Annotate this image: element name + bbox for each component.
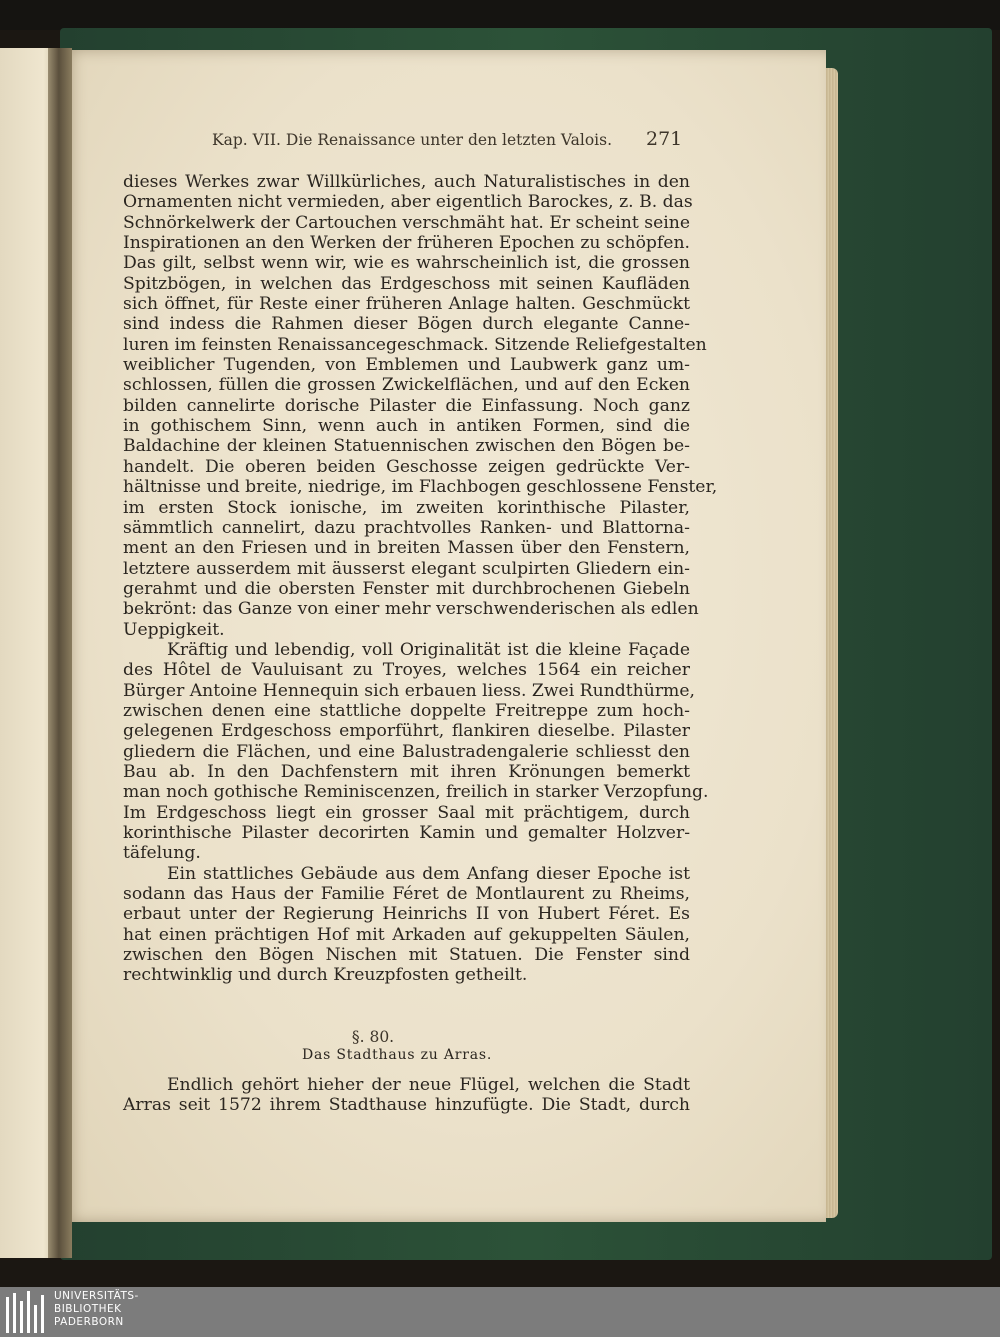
- text-line: korinthische Pilaster decorirten Kamin und gemalter Holzver-: [123, 823, 690, 843]
- body-text-continued: [123, 1075, 690, 1116]
- running-head: Kap. VII. Die Renaissance unter den letzten Valois.: [212, 131, 612, 149]
- library-name-line: BIBLIOTHEK: [54, 1303, 122, 1315]
- library-name-line: PADERBORN: [54, 1316, 124, 1328]
- text-line: sodann das Haus der Familie Féret de Montlaurent zu Rheims,: [123, 884, 690, 905]
- text-line: luren im feinsten Renaissancegeschmack. Sitzende Reliefgestalten: [123, 334, 707, 355]
- body-text: [123, 172, 718, 986]
- section-title: Das Stadthaus zu Arras.: [302, 1047, 493, 1063]
- text-line: zwischen denen eine stattliche doppelte Freitreppe zum hoch-: [123, 700, 690, 721]
- text-line: handelt. Die oberen beiden Geschosse zeigen gedrückte Ver-: [123, 456, 690, 477]
- library-logo-icon: [4, 1289, 48, 1335]
- text-line: gerahmt und die obersten Fenster mit durchbrochenen Giebeln: [123, 578, 690, 599]
- text-line: man noch gothische Reminiscenzen, freilich in starker Verzopfung.: [123, 782, 709, 803]
- text-line: in gothischem Sinn, wenn auch in antiken Formen, sind die: [123, 416, 690, 437]
- text-line: Kräftig und lebendig, voll Originalität ist die kleine Façade: [167, 639, 690, 660]
- text-line: Arras seit 1572 ihrem Stadthause hinzufügte. Die Stadt, durch: [123, 1095, 690, 1116]
- text-line: Ueppigkeit.: [123, 619, 225, 640]
- text-line: Im Erdgeschoss liegt ein grosser Saal mit prächtigem, durch: [123, 802, 690, 823]
- text-line: bilden cannelirte dorische Pilaster die Einfassung. Noch ganz: [123, 395, 690, 416]
- page-number: 271: [646, 128, 683, 150]
- text-line: Baldachine der kleinen Statuennischen zwischen den Bögen be-: [123, 436, 690, 457]
- background-top: [0, 0, 1000, 30]
- text-line: hat einen prächtigen Hof mit Arkaden auf gekuppelten Säulen,: [123, 924, 690, 945]
- text-line: Inspirationen an den Werken der früheren Epochen zu schöpfen.: [123, 233, 690, 254]
- text-line: Ornamenten nicht vermieden, aber eigentlich Barockes, z. B. das: [123, 192, 693, 213]
- book-gutter: [48, 48, 72, 1258]
- text-line: rechtwinklig und durch Kreuzpfosten getheilt.: [123, 965, 528, 986]
- text-line: Schnörkelwerk der Cartouchen verschmäht hat. Er scheint seine: [123, 212, 690, 233]
- text-line: sich öffnet, für Reste einer früheren Anlage halten. Geschmückt: [123, 294, 690, 315]
- text-line: erbaut unter der Regierung Heinrichs II von Hubert Féret. Es: [123, 904, 690, 925]
- text-line: Bau ab. In den Dachfenstern mit ihren Krönungen bemerkt: [123, 761, 690, 782]
- text-line: schlossen, füllen die grossen Zwickelflächen, und auf den Ecken: [123, 375, 690, 396]
- text-line: sämmtlich cannelirt, dazu prachtvolles Ranken- und Blattorna-: [123, 517, 690, 538]
- text-line: dieses Werkes zwar Willkürliches, auch Naturalistisches in den: [123, 172, 690, 192]
- text-line: weiblicher Tugenden, von Emblemen und Laubwerk ganz um-: [123, 355, 690, 376]
- text-line: im ersten Stock ionische, im zweiten korinthische Pilaster,: [123, 497, 690, 518]
- text-line: Das gilt, selbst wenn wir, wie es wahrscheinlich ist, die grossen: [123, 253, 690, 274]
- text-line: bekrönt: das Ganze von einer mehr verschwenderischen als edlen: [123, 599, 699, 620]
- text-line: ment an den Friesen und in breiten Massen über den Fenstern,: [123, 538, 690, 559]
- text-line: Endlich gehört hieher der neue Flügel, welchen die Stadt: [167, 1075, 690, 1095]
- text-line: zwischen den Bögen Nischen mit Statuen. Die Fenster sind: [123, 945, 690, 966]
- text-line: gelegenen Erdgeschoss emporführt, flankiren dieselbe. Pilaster: [123, 721, 690, 742]
- text-line: letztere ausserdem mit äusserst elegant sculpirten Gliedern ein-: [123, 558, 690, 579]
- text-line: Bürger Antoine Hennequin sich erbauen liess. Zwei Rundthürme,: [123, 680, 695, 701]
- text-line: täfelung.: [123, 843, 201, 864]
- library-name-line: UNIVERSITÄTS-: [54, 1290, 139, 1302]
- library-name: [54, 1290, 139, 1329]
- text-line: gliedern die Flächen, und eine Balustradengalerie schliesst den: [123, 741, 690, 762]
- text-line: sind indess die Rahmen dieser Bögen durch elegante Canne-: [123, 314, 690, 335]
- text-line: des Hôtel de Vauluisant zu Troyes, welches 1564 ein reicher: [123, 660, 690, 681]
- section-number: §. 80.: [351, 1028, 395, 1046]
- text-line: Spitzbögen, in welchen das Erdgeschoss mit seinen Kaufläden: [123, 273, 690, 294]
- text-line: Ein stattliches Gebäude aus dem Anfang dieser Epoche ist: [167, 863, 690, 884]
- library-footer: [0, 1287, 1000, 1337]
- text-line: hältnisse und breite, niedrige, im Flachbogen geschlossene Fenster,: [123, 477, 718, 498]
